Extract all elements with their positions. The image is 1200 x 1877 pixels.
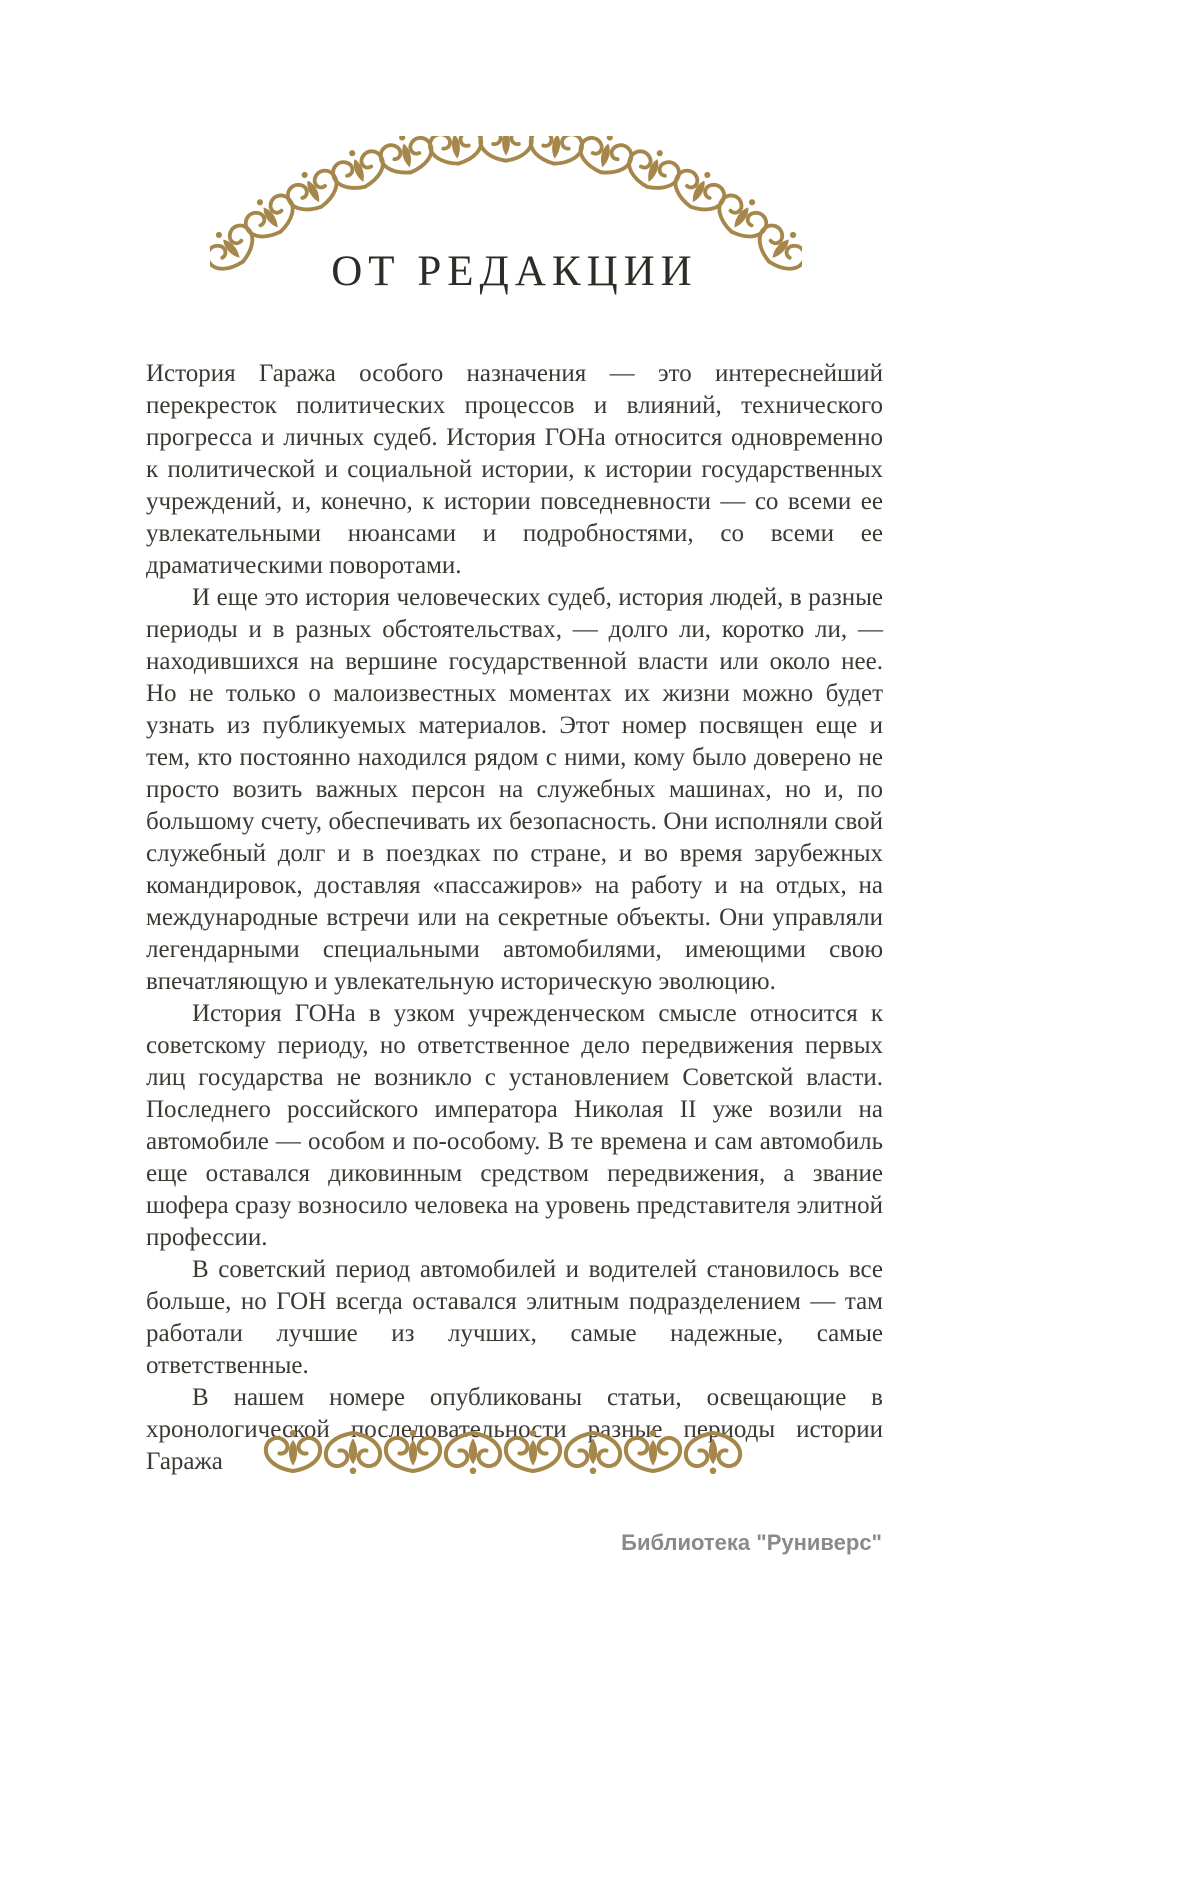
paragraph-1: История Гаража особого назначения — это интереснейший перекресток политических процессов и влияний, технического прогресса и личных судеб. История ГОНа относится одновременно к политической и социальной истории, к истории государственных учреждений, и, конечно, к истории повседневности — со всеми ее увлекательными нюансами и подробностями, со всеми ее драматическими поворотами. [146,360,883,579]
library-watermark: Библиотека "Руниверс" [621,1530,882,1555]
paragraph-5: В нашем номере опубликованы статьи, освещающие в хронологической последовательности разные периоды истории Гаража [146,1384,883,1475]
paragraph-3: История ГОНа в узком учрежденческом смысле относится к советскому периоду, но ответственное дело передвижения первых лиц государства не возникло с установлением Советской власти. Последнего российского императора Николая II уже возили на автомобиле — особом и по-особому. В те времена и сам автомобиль еще оставался диковинным средством передвижения, а звание шофера сразу возносило человека на уровень представителя элитной профессии. [146,1000,883,1251]
paragraph-2: И еще это история человеческих судеб, история людей, в разные периоды и в разных обстоятельствах, — долго ли, коротко ли, — находившихся на вершине государственной власти или около нее. Но не только о малоизвестных моментах их жизни можно будет узнать из публикуемых материалов. Этот номер посвящен еще и тем, кто постоянно находился рядом с ними, кому было доверено не просто возить важных персон на служебных машинах, но и, по большому счету, обеспечивать их безопасность. Они исполняли свой служебный долг и в поездках по стране, и во время зарубежных командировок, доставляя «пассажиров» на работу и на отдых, на международные встречи или на секретные объекты. Они управляли легендарными специальными автомобилями, имеющими свою впечатляющую и увлекательную историческую эволюцию. [146,584,883,995]
editorial-text [146,358,883,1478]
paragraph-4: В советский период автомобилей и водителей становилось все больше, но ГОН всегда оставался элитным подразделением — там работали лучшие из лучших, самые надежные, самые ответственные. [146,1256,883,1379]
page-title: ОТ РЕДАКЦИИ [331,248,698,295]
bottom-band-ornament-icon [258,1430,748,1474]
